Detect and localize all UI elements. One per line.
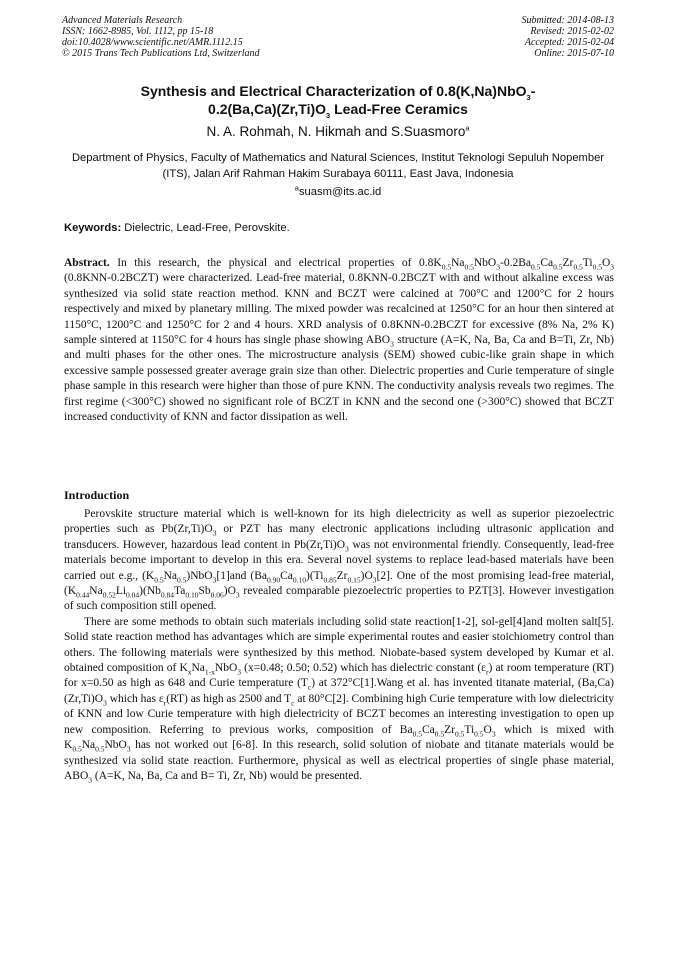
paper-title: Synthesis and Electrical Characterization of 0.8(K,Na)NbO$_3$- $0.2(Ba,Ca)(Zr,Ti)O_3$ Lead-Free Ceramics xyxy=(140,83,536,120)
date-revised: Revised: 2015-02-02 xyxy=(530,26,614,37)
journal-name: Advanced Materials Research xyxy=(62,15,183,26)
journal-doi: doi:10.4028/www.scientific.net/AMR.1112.15 xyxy=(62,37,243,48)
keywords-label: Keywords: xyxy=(64,222,122,234)
author-list: N. A. Rohmah, N. Hikmah and S.Suasmoro$^a$ xyxy=(206,123,470,139)
date-online: Online: 2015-07-10 xyxy=(534,48,614,59)
author-email: $^a$suasm@its.ac.id xyxy=(294,183,382,198)
journal-issn: ISSN: 1662-8985, Vol. 1112, pp 15-18 xyxy=(62,26,214,37)
journal-header-left xyxy=(62,15,260,59)
introduction-body xyxy=(64,507,614,784)
abstract: Abstract. In this research, the physical and electrical properties of $0.8K_{0.5}Na_{0.5}NbO_3-0.2Ba_{0.5}Ca_{0.5}Zr_{0.5}Ti_{0.5}O_3$ (0.8KNN-0.2BCZT) were characterized. Lead-free material, 0.8KNN-0.2BCZT with and without alkaline excess was synthesized via solid state reaction method. KNN and BCZT were calcined at 700°C and 1200°C for 2 hours respectively and mixed by planetary milling. The mixed powder was recalcined at 1250°C for an hour then sintered at 1150°C, 1200°C and 1250°C for 2 and 4 hours. XRD analysis of 0.8KNN-0.2BCZT for excessive (8% Na, 2% K) sample sintered at 1150°C for 4 hours has single phase showing $ABO_3$ structure (A=K, Na, Ba, Ca and B=Ti, Zr, Nb) and multi phases for the other ones. The microstructure analysis (SEM) showed cubic-like grain shape in which excessive sample possessed greater average grain size than other. Dielectric properties and Curie temperature of single phase sample in this research were higher than those of pure KNN. The conductivity analysis reveals two regimes. The first regime (<300°C) showed no significant role of BCZT in KNN and the second one (>300°C) showed that BCZT increased conductivity of KNN and factor dissipation as well. xyxy=(64,257,614,424)
intro-paragraph-2: There are some methods to obtain such materials including solid state reaction[1-2], sol-gel[4]and molten salt[5]. Solid state reaction method has advantages which are simple experimental routes and easier stoichiometry control than others. The following materials were synthesized by this method. Niobate-based system developed by Kumar et al. obtained composition of $K_xNa_{1-x}NbO_3$ (x=0.48; 0.50; 0.52) which has dielectric constant $(\varepsilon_r)$ at room temperature (RT) for x=0.50 as high as 648 and Curie temperature $(T_c)$ at 372°C[1].Wang et al. has invented titanate material, $(Ba,Ca)(Zr,Ti)O_3$ which has $\varepsilon_r(RT)$ as high as 2500 and $T_c$ at 80°C[2]. Combining high Curie temperature with low dielectricity of KNN and low Curie temperature with high dielectricity of BCZT becomes an interesting investigation to open up new composition. Referring to previous works, composition of $Ba_{0.5}Ca_{0.5}Zr_{0.5}Ti_{0.5}O_3$ which is mixed with $K_{0.5}Na_{0.5}NbO_3$ has not worked out [6-8]. In this research, solid solution of niobate and titanate materials would be synthesized via solid state reaction. Furthermore, physical as well as electrical properties of single phase material, $ABO_3$ (A=K, Na, Ba, Ca and B= Ti, Zr, Nb) would be presented. xyxy=(64,615,615,785)
affiliation: Department of Physics, Faculty of Mathematics and Natural Sciences, Institut Teknologi Sepuluh Nopember (ITS), Jalan Arif Rahman Hakim Surabaya 60111, East Java, Indonesia xyxy=(71,152,605,180)
journal-copyright: © 2015 Trans Tech Publications Ltd, Switzerland xyxy=(62,48,260,59)
date-accepted: Accepted: 2015-02-04 xyxy=(524,37,614,48)
abstract-label: Abstract. xyxy=(64,257,110,269)
keywords: Keywords: Dielectric, Lead-Free, Perovskite. xyxy=(64,222,290,234)
introduction-heading: Introduction xyxy=(64,488,130,502)
journal-header-right xyxy=(522,15,615,59)
email-link[interactable]: suasm@its.ac.id xyxy=(298,186,382,198)
date-submitted: Submitted: 2014-08-13 xyxy=(521,15,614,26)
intro-paragraph-1: Perovskite structure material which is well-known for its high dielectricity as well as superior piezoelectric properties such as $Pb(Zr,Ti)O_3$ or PZT has many electronic applications including ultrasonic application and transducers. However, hazardous lead content in $Pb(Zr,Ti)O_3$ was not environmental friendly. Consequently, lead-free materials become important to develop in this era. Several novel systems to replace lead-based materials have been carried out e.g., $(K_{0.5}Na_{0.5})NbO_3[1]and$ $(Ba_{0.90}Ca_{0.10})(Ti_{0.85}Zr_{0.15})O_3[2]$. One of the most promising lead-free material, $(K_{0.44}Na_{0.52}Li_{0.04})(Nb_{0.84}Ta_{0.10}Sb_{0.06})O_3$ revealed comparable piezoelectric properties to PZT[3]. However investigation of such composition still opened. xyxy=(64,508,614,613)
